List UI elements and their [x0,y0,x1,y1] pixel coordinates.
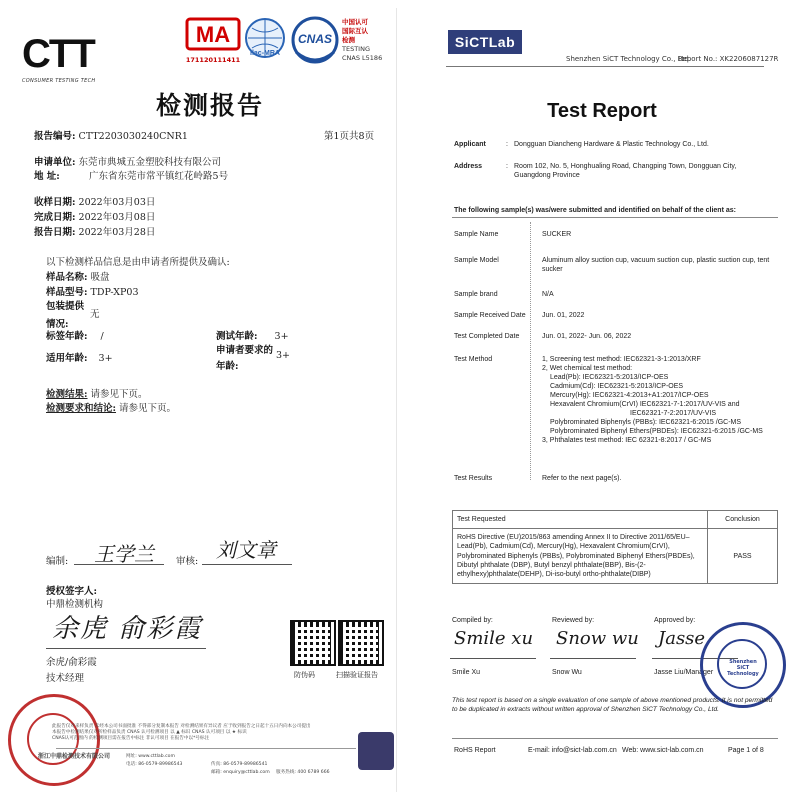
compiled-sign-line [450,658,536,659]
requirement-table [452,510,778,584]
footer-rule [452,738,778,739]
signatory-title: 技术经理 [46,673,85,684]
signatory-names: 余虎/俞彩霞 [46,657,97,668]
sictlab-logo: SiCTLab [448,30,522,54]
report-number: 报告编号: CTT2203030240CNR1 [34,131,188,142]
confirm-note: 以下检测样品信息是由申请者所提供及确认: [46,257,230,268]
signatory-signature: 余虎 俞彩霞 [52,614,203,644]
claimed-age-row: 申请者要求的 年龄: [216,345,274,372]
approved-signature: Jasse [658,628,706,649]
footer-hotline: 服务热线: 400 6789 666 [276,770,330,775]
org-name: 中鼎检测机构 [46,599,104,610]
table-header-cell: Conclusion [708,511,778,529]
qr2-caption: 扫描验证报告 [336,671,378,679]
footer-fax: 传真: 86-0579-89986541 [211,762,268,767]
label-age-row: 标签年龄: / [46,331,104,342]
editor-label: 编制: [46,556,69,567]
cma-seal: MA 171120111411 [178,16,248,64]
intro-rule [452,217,778,218]
report-title: 检测报告 [156,91,265,120]
intro-text: The following sample(s) was/were submitted and identified on behalf of the client as: [454,207,736,214]
table-header-row [453,511,778,529]
disclaimer: This test report is based on a single evaluation of one sample of above mentioned products. It is not permitted to be duplicated in extracts without written approval of Shenzhen SiCT Technology Co., Ltd. [452,697,773,713]
reviewed-signature: Snow wu [556,628,639,649]
applicant-row: Applicant : Dongguan Diancheng Hardware & Plastic Technology Co., Ltd. [454,141,709,148]
editor-signature: 王学兰 [94,542,154,566]
address-row: Address : Room 102, No. 5, Honghualing Road, Changping Town, Dongguan City, Guangdong Province [454,163,737,179]
footer-mail: 邮箱: enquiry@cttlab.com [211,770,270,775]
footer-page: Page 1 of 8 [728,747,764,754]
compiled-label: Compiled by: [452,617,493,624]
test-age-row: 测试年龄: 3+ [216,331,289,342]
footer-email: E-mail: info@sict-lab.com.cn [528,747,617,754]
table-conclusion-cell: PASS [708,529,778,584]
received-date-row: 收样日期: 2022年03月03日 [34,197,156,208]
test-method-lines: 1, Screening test method: IEC62321-3-1:2013/XRF 2, Wet chemical test method: Lead(Pb): IEC62321-5:2013/ICP-OES Cadmium(Cd): IEC62321-5:2013/ICP-OES Mercury(Hg): IEC62321-4:2013+A1:2017/ICP-OES Hexavalent Chromium(CrVI) IEC62321-7-1:2017/UV-VIS and IEC62321-7-2:2017/UV-VIS Polybrominated Biphenyls (PBBs): IEC62321-6:2015 /GC-MS Polybrominated Biphenyl Ethers(PBDEs): IEC62321-6:2015 /GC-MS 3, Phthalates test method: IEC 62321-8:2017 / GC-MS [542,356,763,444]
reviewer-label: 审核: [176,556,199,567]
cnas-seal: CNAS [290,16,340,76]
qr1-caption: 防伪码 [294,671,315,679]
claimed-age-value: 3+ [276,350,291,361]
ink-badge-icon [358,732,394,770]
table-row [453,529,778,584]
verify-qr-icon [338,620,384,666]
applicable-age-row: 适用年龄: 3+ [46,353,113,364]
requirement-row: 检测要求和结论: 请参见下页。 [46,403,177,414]
completed-date-row: 完成日期: 2022年03月08日 [34,212,156,223]
footer-notes: 此报告仅对来样负责 未经本公司书面批准 不得部分复制本报告 对检测结果有异议者 应于收到报告之日起十五日内向本公司提出 本报告中检测结果仅对所检样品负责 CNAS 认可检测项目 以 ▲ 标识 CNAS 认可项目 以 ★ 标识 CNAS认可范围内 的检测项目需在报告中标注 非认可项目 在报告中以*号标注 [52,724,311,741]
table-header-cell: Test Requested [453,511,708,529]
company-seal-stamp-icon: Shenzhen SiCT Technology [700,622,786,708]
page-info: 第1页共8页 [324,131,375,142]
english-test-report: SiCTLab Shenzhen SiCT Technology Co., Ltd. Report No.: XK2206087127R Test Report Applicant : Dongguan Diancheng Hardware & Plastic Technology Co., Ltd. Address : Room 102, No. 5, Honghualing Road, Changping Town, Dongguan City, Guangdong Province The following sample(s) was/were submitted and identified on behalf of the client as: Sample Name SUCKER Sample Model Aluminum alloy suction cup, vacuum suction cup, plastic suction cup, tent sucker Sample brand N/A Sample Received Date Jun. 01, 2022 Test Completed Date Jun. 01, 2022- Jun. 06, 2022 Test Method 1, Screening test method: IEC62321-3-1:2013/XRF 2, Wet chemical test method: Lead(Pb): IEC62321-5:2013/ICP-OES Cadmium(Cd): IEC62321-5:2013/ICP-OES Mercury(Hg): IEC62321-4:2013+A1:2017/ICP-OES Hexavalent Chromium(CrVI) IEC62321-7-1:2017/UV-VIS and IEC62321-7-2:2017/UV-VIS Polybrominated Biphenyls (PBBs): IEC62321-6:2015 /GC-MS Polybrominated Biphenyl Ethers(PBDEs): IEC62321-6:2015 /GC-MS 3, Phthalates test method: IEC 62321-8:2017 / GC-MS Test Results Refer to the next page(s). Test Requested Conclusion RoHS Directive (EU)2015/863 amending Annex II to Directive 2011/65/EU– Lead(Pb), Cadmium(Cd), Mercury(Hg), Hexavalent Chromium(CrVI), Polybrominated Biphenyls (PBBs), Polybrominated Biphenyl Ethers(PBDEs), Dibutyl phthalate (DBP), Butyl benzyl phthalate(BBP), Bis-(2-ethylhexy)phthalate(DEHP), Di-iso-butyl ortho-phthalate(DIBP) PASS Compiled by: Reviewed by: Approved by: Smile xu Snow wu Jasse Smile Xu Snow Wu Jasse Liu/Manager Shenzhen SiCT Technology This test report is based on a single evaluation of one sample of above mentioned products. It is not permitted to be duplicated in extracts without written approval of Shenzhen SiCT Technology Co., Ltd. RoHS Report E-mail: info@sict-lab.com.cn Web: www.sict-lab.com.cn Page 1 of 8 [410,8,794,792]
anti-fake-qr-icon [290,620,336,666]
report-title: Test Report [547,100,657,122]
sample-model-row: 样品型号: TDP-XP03 [46,287,139,298]
reviewer-signature: 刘文章 [216,538,276,562]
compiled-signature: Smile xu [454,628,534,649]
footer-company: 浙江中鼎检测技术有限公司 [38,753,111,760]
ilac-mra-seal: ilac-MRA [244,16,286,76]
footer-web: Web: www.sict-lab.com.cn [622,747,704,754]
test-result-row: 检测结果: 请参见下页。 [46,389,148,400]
cnas-caption: 中国认可 国际互认 检测 TESTING CNAS L5186 [342,18,383,62]
applicant-row: 申请单位: 东莞市典城五金塑胶科技有限公司 [34,157,222,168]
footer-web: 网址: www.cttlab.com [126,754,175,759]
reviewed-name: Snow Wu [552,669,582,676]
signatory-sign-line [46,648,206,649]
header-rule [446,66,764,67]
table-requested-cell: RoHS Directive (EU)2015/863 amending Annex II to Directive 2011/65/EU– Lead(Pb), Cadmium(Cd), Mercury(Hg), Hexavalent Chromium(CrVI), Polybrominated Biphenyls (PBBs), Polybrominated Biphenyl Ethers(PBDEs), Dibutyl phthalate (DBP), Butyl benzyl phthalate(BBP), Bis-(2-ethylhexy)phthalate(DEHP), Di-iso-butyl ortho-phthalate(DIBP) [453,529,708,584]
footer-divider [56,748,356,749]
approved-name: Jasse Liu/Manager [654,669,714,676]
chinese-test-report [6,8,397,792]
approved-label: Approved by: [654,617,696,624]
header-company: Shenzhen SiCT Technology Co., Ltd. [566,55,691,63]
footer-tel: 电话: 86-0579-89986543 [126,762,183,767]
issued-date-row: 报告日期: 2022年03月28日 [34,227,156,238]
footer-report-type: RoHS Report [454,747,496,754]
svg-text:MA: MA [195,22,231,47]
editor-sign-line [74,564,164,565]
reviewed-label: Reviewed by: [552,617,595,624]
packaging-label: 包装提供 情况: [46,301,85,330]
reviewed-sign-line [550,658,636,659]
address-row: 地 址: 广东省东莞市常平镇红花岭路5号 [34,171,229,182]
ctt-logo: CTT CONSUMER TESTING TECH [22,32,96,84]
packaging-value: 无 [90,309,100,320]
sample-name-row: 样品名称: 吸盘 [46,272,110,283]
header-report-number: Report No.: XK2206087127R [678,55,779,63]
reviewer-sign-line [202,564,292,565]
signatory-label: 授权签字人: [46,586,98,597]
compiled-name: Smile Xu [452,669,481,676]
ilac-globe-icon [244,16,286,72]
field-divider [530,222,531,480]
